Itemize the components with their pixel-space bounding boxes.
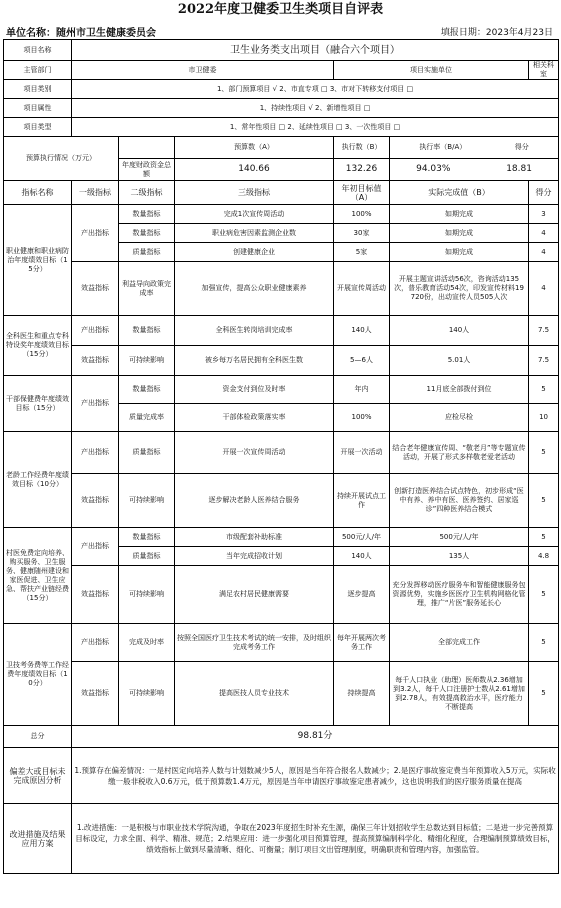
table-row [4,316,559,346]
table-row [4,205,559,224]
l2-cell: 质量指标 [119,547,175,566]
unit-name: 单位名称：随州市卫生健康委员会 [6,28,156,39]
score-cell: 10 [529,404,559,432]
label-dept: 主管部门 [4,61,72,80]
dept-value: 市卫健委 [72,61,334,80]
actual-cell: 如期完成 [390,243,529,262]
l2-cell: 数量指标 [119,316,175,346]
rate-score [390,159,559,181]
project-name: 卫生业务类支出项目（融合六个项目） [72,40,559,61]
type-value: 1、常年性项目 □ 2、延续性项目 □ 3、一次性项目 □ [72,118,559,137]
group-name: 村医免费定向培养、购买服务、卫生服务、健康随州建设和家医促进、卫生应急、帮扶产业链经费（15分） [4,528,72,624]
target-cell: 500元/人/年 [334,528,390,547]
actual-cell: 开展主题宣讲活动56次，咨询活动135次，普乐教育活动54次，印发宣传材料19720份，出动宣传人员505人次 [390,262,529,316]
table-row [4,474,559,528]
score-cell: 5 [529,566,559,624]
l2-cell: 数量指标 [119,376,175,404]
table-row [4,432,559,474]
table-row [4,528,559,547]
actual-cell: 每千人口执业（助理）医师数从2.36增加到3.2人，每千人口注册护士数从2.61增加到2.78人，有效提高救治水平，医疗能力不断提高 [390,662,529,726]
l1-cell: 效益指标 [72,346,119,376]
actual-cell: 135人 [390,547,529,566]
l2-cell: 数量指标 [119,224,175,243]
target-cell: 30家 [334,224,390,243]
actual-cell: 140人 [390,316,529,346]
l2-cell: 质量指标 [119,432,175,474]
actual-cell: 充分发挥移动医疗服务车和智能健康服务包资源优势，实施乡医医疗卫生机构网格化管理，推广“片医”服务延长心 [390,566,529,624]
score-cell: 7.5 [529,316,559,346]
h-actual: 实际完成值（B） [390,181,529,205]
target-cell: 5家 [334,243,390,262]
attribute-value: 1、持续性项目 √ 2、新增性项目 □ [72,99,559,118]
l3-cell: 完成1次宣传周活动 [175,205,334,224]
label-budget: 预算执行情况（万元） [4,137,119,181]
actual-cell: 11月底全部拨付到位 [390,376,529,404]
deviation-text: 1.预算存在偏差情况：一是村医定向培养人数与计划数减少5人，原因是当年符合报名人数减少；2.是医疗事故鉴定费当年预算收入5万元，实际收缴一般非税收入0.6万元，低于预算数1.4万元，原因是当年申请医疗事故鉴定患者减少，这也说明我们的医疗服务质量在提高 [72,748,559,804]
l1-cell: 效益指标 [72,662,119,726]
improvement-text: 1.改进措施：一是积极与市职业技术学院沟通，争取在2023年度招生时补充生源，确保三年计划招收学生总数达到目标值；二是进一步完善预算目标设定，力求全面、科学、精准、规范；2.结果应用：进一步强化项目预算管理，提高预算编制科学化、精细化程度，合理编制预算绩效目标，绩效指标上做到尽量清晰、细化、可衡量；制订项目文出管理制度，明确职责和管理内容，加强监管。 [72,804,559,874]
label-project-name: 项目名称 [4,40,72,61]
table-row [4,262,559,316]
target-cell: 开展一次活动 [334,432,390,474]
score-cell: 5 [529,662,559,726]
group-name: 全科医生和重点专科特设奖年度绩效目标（15分） [4,316,72,376]
h-l3: 三级指标 [175,181,334,205]
l3-cell: 市级配套补助标准 [175,528,334,547]
label-improvement: 改进措施及结果应用方案 [4,804,72,874]
score-cell: 4 [529,243,559,262]
target-cell: 开展宣传周活动 [334,262,390,316]
exec-rate: 94.03% [416,164,451,174]
l2-cell: 可持续影响 [119,474,175,528]
l3-cell: 逐步解决老龄人医养结合服务 [175,474,334,528]
l1-cell: 产出指标 [72,205,119,262]
l3-cell: 开展一次宣传周活动 [175,432,334,474]
target-cell: 5—6人 [334,346,390,376]
table-row [4,624,559,662]
score-cell: 5 [529,474,559,528]
budget-empty [119,137,175,159]
fill-date: 填报日期：2023年4月23日 [440,28,553,38]
score-cell: 4.8 [529,547,559,566]
actual-cell: 如期完成 [390,224,529,243]
actual-cell: 结合老年健康宣传周、“敬老月”等专题宣传活动，开展了形式多样敬老爱老活动 [390,432,529,474]
h-l2: 二级指标 [119,181,175,205]
group-name: 职业健康和职业病防治年度绩效目标（15分） [4,205,72,316]
table-row [4,376,559,404]
target-cell: 每年开展两次考务工作 [334,624,390,662]
target-cell: 年内 [334,376,390,404]
l1-cell: 产出指标 [72,528,119,566]
l1-cell: 产出指标 [72,624,119,662]
l1-cell: 产出指标 [72,432,119,474]
actual-cell: 500元/人/年 [390,528,529,547]
exec-amount: 132.26 [334,159,390,181]
score-cell: 5 [529,624,559,662]
h-l1: 一级指标 [72,181,119,205]
l1-cell: 产出指标 [72,376,119,432]
h-rate: 执行率（B/A） [419,143,467,151]
actual-cell: 全部完成工作 [390,624,529,662]
l3-cell: 按照全国医疗卫生技术考试的统一安排，及时组织完成考务工作 [175,624,334,662]
target-cell: 100% [334,205,390,224]
target-cell: 100% [334,404,390,432]
l3-cell: 被乡每万名居民拥有全科医生数 [175,346,334,376]
h-name: 指标名称 [4,181,72,205]
actual-cell: 5.01人 [390,346,529,376]
h-score-col: 得分 [529,181,559,205]
target-cell: 持续提高 [334,662,390,726]
actual-cell: 应检尽检 [390,404,529,432]
l3-cell: 当年完成招收计划 [175,547,334,566]
group-name: 卫技考务费等工作经费年度绩效目标（10分） [4,624,72,726]
l1-cell: 效益指标 [72,474,119,528]
page-title: 2022年度卫健委卫生类项目自评表 [177,2,384,17]
l3-cell: 全科医生转岗培训完成率 [175,316,334,346]
l2-cell: 可持续影响 [119,662,175,726]
actual-cell: 创新打造医养结合试点特色，初步形成“医中有养、养中有医、医养签约、居家巡诊”四种医养结合模式 [390,474,529,528]
h-target: 年初目标值（A） [334,181,390,205]
l2-cell: 质量指标 [119,243,175,262]
score-cell: 3 [529,205,559,224]
group-name: 老龄工作经费年度绩效目标（10分） [4,432,72,528]
l2-cell: 利益导向政策完成率 [119,262,175,316]
label-total: 总分 [4,726,72,748]
l2-cell: 质量完成率 [119,404,175,432]
target-cell: 逐步提高 [334,566,390,624]
l3-cell: 提高医技人员专业技术 [175,662,334,726]
l3-cell: 资金支付到位及时率 [175,376,334,404]
l1-cell: 产出指标 [72,316,119,346]
score-cell: 5 [529,528,559,547]
l3-cell: 满足农村居民健康需要 [175,566,334,624]
budget-amount: 140.66 [175,159,334,181]
actual-cell: 如期完成 [390,205,529,224]
l2-cell: 完成及时率 [119,624,175,662]
label-attribute: 项目属性 [4,99,72,118]
label-deviation: 偏差大或目标未完成原因分析 [4,748,72,804]
h-exec: 执行数（B） [334,137,390,159]
budget-score: 18.81 [506,164,532,174]
l1-cell: 效益指标 [72,262,119,316]
h-score: 得分 [514,143,529,151]
label-type: 项目类型 [4,118,72,137]
l2-cell: 可持续影响 [119,566,175,624]
exec-unit-label: 项目实施单位 [334,61,529,80]
label-budget-row: 年度财政资金总额 [119,159,175,181]
label-category: 项目类别 [4,80,72,99]
score-cell: 5 [529,432,559,474]
h-rate-score [390,137,559,159]
l3-cell: 职业病危害因素监测企业数 [175,224,334,243]
total-score: 98.81分 [72,726,559,748]
l2-cell: 数量指标 [119,205,175,224]
l2-cell: 可持续影响 [119,346,175,376]
l1-cell: 效益指标 [72,566,119,624]
category-value: 1、部门预算项目 √ 2、市直专项 □ 3、市对下转移支付项目 □ [72,80,559,99]
score-cell: 4 [529,224,559,243]
score-cell: 7.5 [529,346,559,376]
l3-cell: 干部体检政策落实率 [175,404,334,432]
target-cell: 140人 [334,316,390,346]
l3-cell: 创建健康企业 [175,243,334,262]
table-row [4,566,559,624]
group-name: 干部保健费年度绩效目标（15分） [4,376,72,432]
h-budget: 预算数（A） [175,137,334,159]
table-row [4,346,559,376]
table-row [4,662,559,726]
section-label: 相关科室 [529,61,559,80]
l3-cell: 加强宣传，提高公众职业健康素养 [175,262,334,316]
evaluation-table [3,39,559,874]
target-cell: 140人 [334,547,390,566]
score-cell: 5 [529,376,559,404]
l2-cell: 数量指标 [119,528,175,547]
score-cell: 4 [529,262,559,316]
target-cell: 持续开展试点工作 [334,474,390,528]
